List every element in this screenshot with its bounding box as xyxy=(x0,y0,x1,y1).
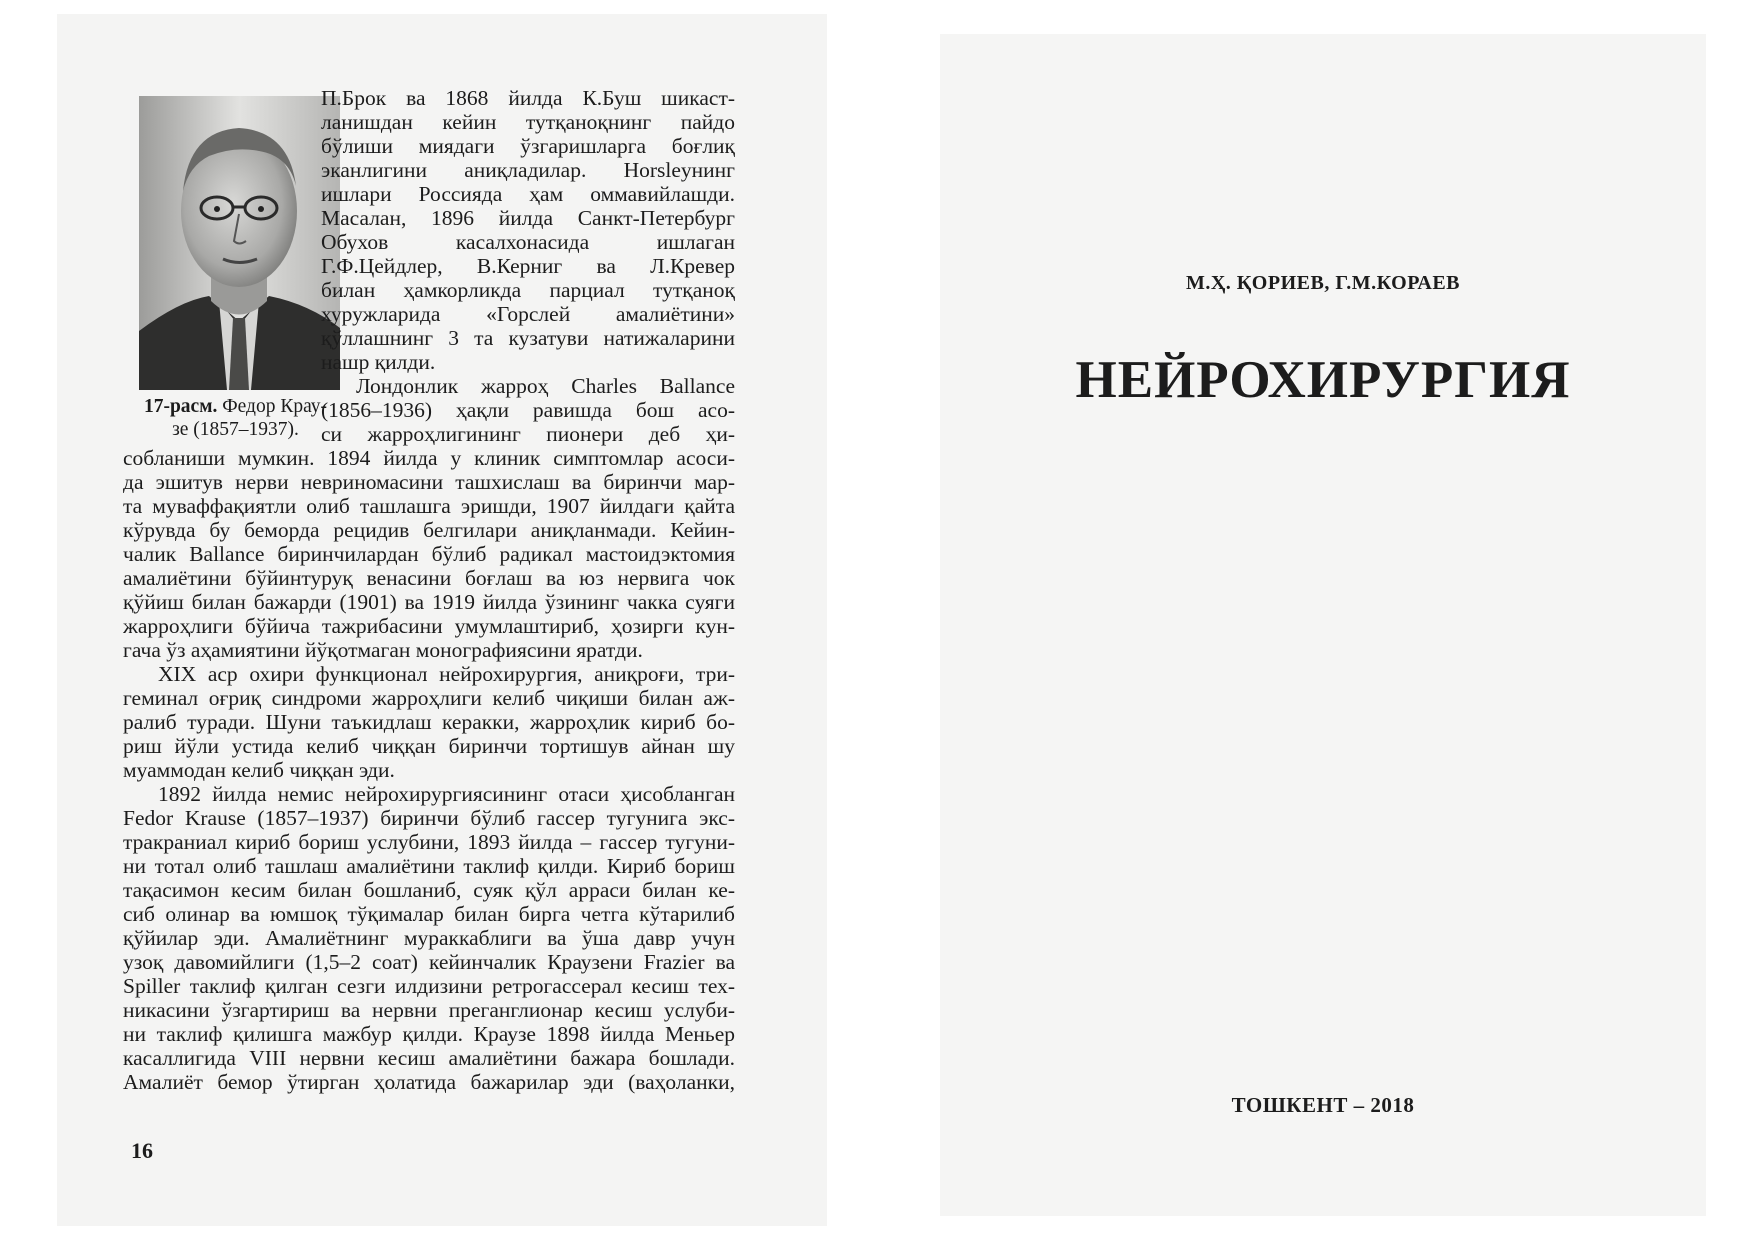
text-line: Г.Ф.Цейдлер, В.Керниг ва Л.Кревер xyxy=(321,254,735,278)
text-line: тақасимон кесим билан бошланиб, суяк қўл арраси билан ке- xyxy=(123,878,735,902)
text-line: Spiller таклиф қилган сезги илдизини ретрогассерал кесиш тех- xyxy=(123,974,735,998)
text-line: қўйиш билан бажарди (1901) ва 1919 йилда ўзининг чакка суяги xyxy=(123,590,735,614)
text-line: Масалан, 1896 йилда Санкт-Петербург xyxy=(321,206,735,230)
text-line: Обухов касалхонасида ишлаган xyxy=(321,230,735,254)
text-line: сиб олинар ва юмшоқ тўқималар билан бирга четга кўтарилиб xyxy=(123,902,735,926)
text-line: хуружларида «Горслей амалиётини» xyxy=(321,302,735,326)
text-line: ралиб туради. Шуни таъкидлаш керакки, жарроҳлик кириб бо- xyxy=(123,710,735,734)
text-line: эканлигини аниқладилар. Horsleyнинг xyxy=(321,158,735,182)
figure-caption-line2: зе (1857–1937). xyxy=(172,419,299,440)
text-line: чалик Ballance биринчилардан бўлиб радикал мастоидэктомия xyxy=(123,542,735,566)
text-line: билан ҳамкорликда парциал тутқаноқ xyxy=(321,278,735,302)
text-line: да эшитув нерви невриномасини ташхислаш ва биринчи мар- xyxy=(123,470,735,494)
text-line: Fedor Krause (1857–1937) биринчи бўлиб гассер тугунига экс- xyxy=(123,806,735,830)
text-line: геминал оғриқ синдроми жарроҳлиги келиб чиқиши билан аж- xyxy=(123,686,735,710)
text-line: амалиётини бўйинтуруқ венасини боғлаш ва юз нервига чок xyxy=(123,566,735,590)
right-page xyxy=(940,34,1706,1216)
text-line: собланиши мумкин. 1894 йилда у клиник симптомлар асоси- xyxy=(123,446,735,470)
portrait-photo xyxy=(139,96,340,390)
text-line: касаллигида VIII нервни кесиш амалиётини бажара бошлади. xyxy=(123,1046,735,1070)
text-line: ни таклиф қилишга мажбур қилди. Краузе 1898 йилда Меньер xyxy=(123,1022,735,1046)
book-authors: М.Ҳ. ҚОРИЕВ, Г.М.КОРАЕВ xyxy=(1185,272,1461,294)
text-line: (1856–1936) ҳақли равишда бош асо- xyxy=(321,398,735,422)
text-line: қўйилар эди. Амалиётнинг мураккаблиги ва ўша давр учун xyxy=(123,926,735,950)
figure-caption-text: Федор Крау- xyxy=(217,396,328,417)
text-line: гача ўз аҳамиятини йўқотмаган монографиясини яратди. xyxy=(123,638,643,662)
text-line: никасини ўзгартириш ва нервни преганглионар кесиш услуби- xyxy=(123,998,735,1022)
text-line: муаммодан келиб чиққан эди. xyxy=(123,758,395,782)
text-line: тракраниал кириб бориш услубини, 1893 йилда – гассер тугуни- xyxy=(123,830,735,854)
text-line: си жарроҳлигининг пионери деб ҳи- xyxy=(321,422,735,446)
text-line: П.Брок ва 1868 йилда К.Буш шикаст- xyxy=(321,86,735,110)
text-line: нашр қилди. xyxy=(321,350,436,374)
publication-city-year: ТОШКЕНТ – 2018 xyxy=(1231,1093,1415,1117)
text-line: Лондонлик жарроҳ Charles Ballance xyxy=(356,374,735,398)
text-line: ни тотал олиб ташлаш амалиётини таклиф қилди. Кириб бориш xyxy=(123,854,735,878)
text-line: риш йўли устида келиб чиққан биринчи тортишув айнан шу xyxy=(123,734,735,758)
text-line: 1892 йилда немис нейрохирургиясининг отаси ҳисобланган xyxy=(158,782,735,806)
figure-number: 17-расм. xyxy=(143,396,218,417)
book-title: НЕЙРОХИРУРГИЯ xyxy=(1075,351,1571,409)
text-line: узоқ давомийлиги (1,5–2 соат) кейинчалик Краузени Frazier ва xyxy=(123,950,735,974)
text-line: ишлари Россияда ҳам оммавийлашди. xyxy=(321,182,735,206)
portrait-image xyxy=(139,96,340,390)
text-line: Амалиёт бемор ўтирган ҳолатида бажарилар эди (ваҳоланки, xyxy=(123,1070,735,1094)
text-line: XIX аср охири функционал нейрохирургия, аниқроғи, три- xyxy=(158,662,735,686)
text-line: жарроҳлиги бўйича тажрибасини умумлаштириб, ҳозирги кун- xyxy=(123,614,735,638)
text-line: қўллашнинг 3 та кузатуви натижаларини xyxy=(321,326,735,350)
text-line: кўрувда бу беморда рецидив белгилари аниқланмади. Кейин- xyxy=(123,518,735,542)
text-line: та муваффақиятли олиб ташлашга эришди, 1907 йилдаги қайта xyxy=(123,494,735,518)
figure-caption xyxy=(123,395,348,441)
text-line: бўлиши миядаги ўзгаришларга боғлиқ xyxy=(321,134,735,158)
text-line: ланишдан кейин тутқаноқнинг пайдо xyxy=(321,110,735,134)
page-number: 16 xyxy=(131,1138,153,1163)
